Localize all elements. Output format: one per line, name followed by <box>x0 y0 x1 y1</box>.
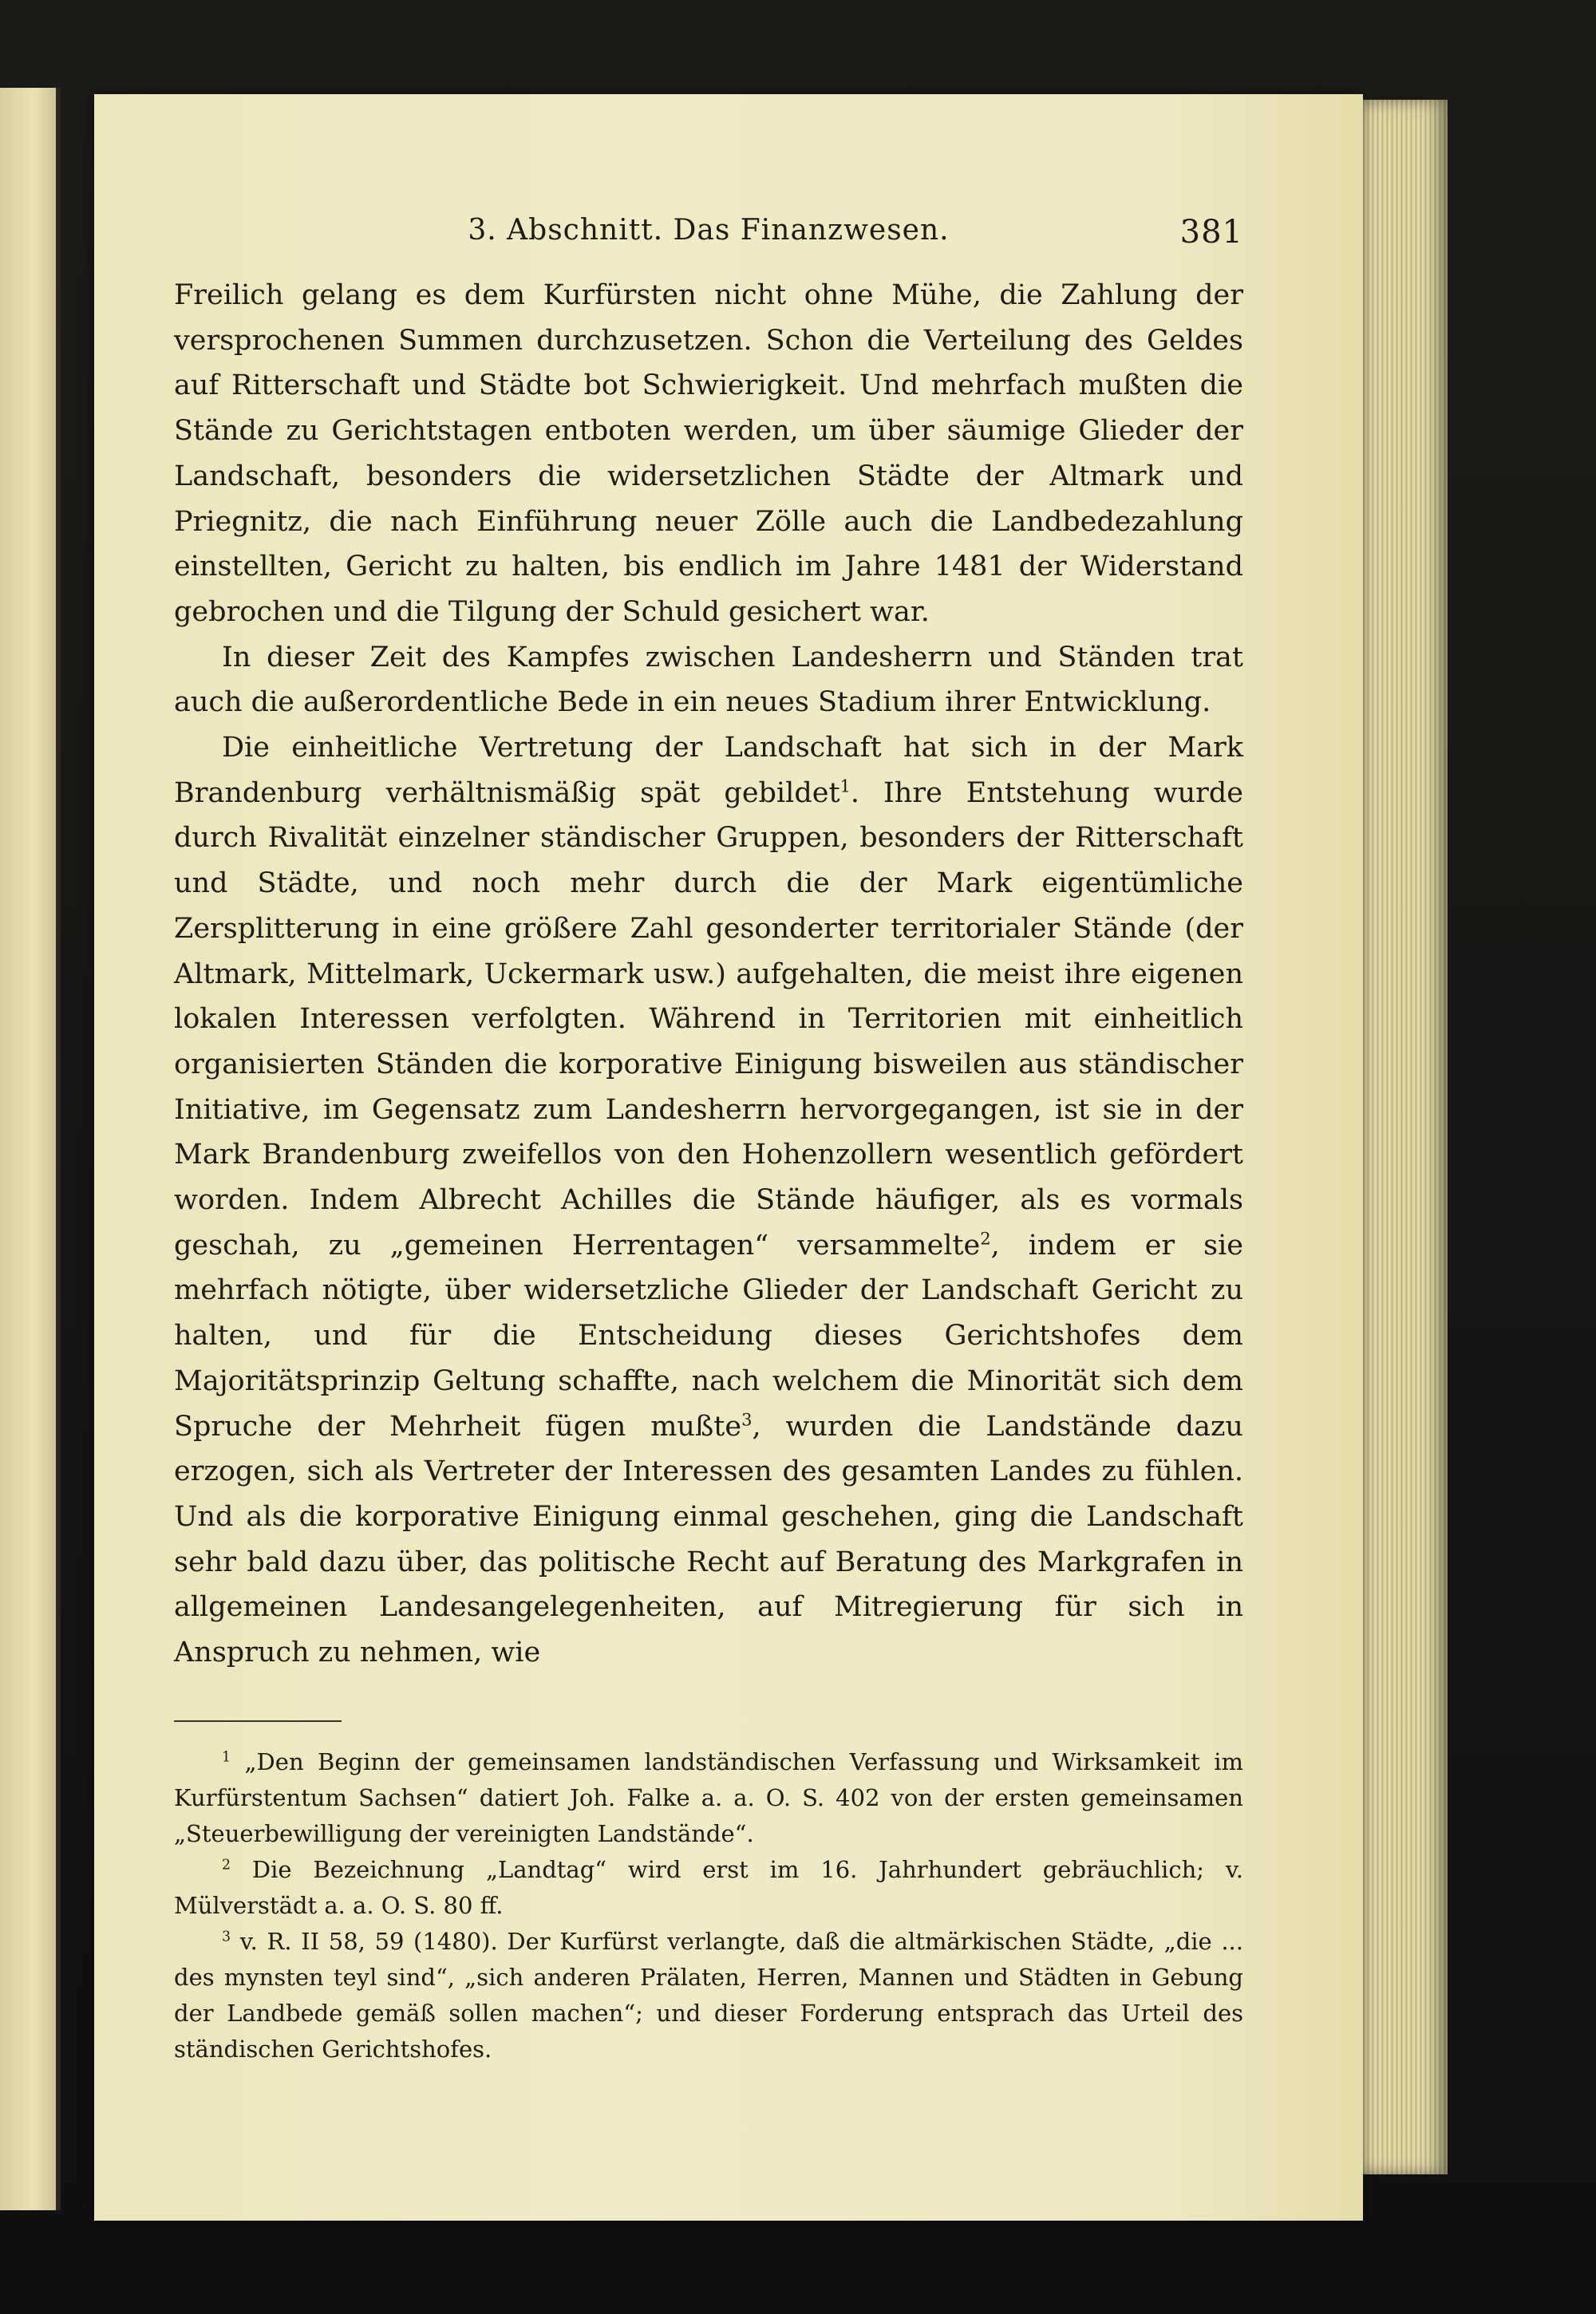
book-page <box>94 94 1363 2221</box>
footnote <box>174 1924 1243 2067</box>
footnote-mark: 1 <box>222 1749 231 1766</box>
footnote-text: „Den Beginn der gemeinsamen landständischen Verfassung und Wirksamkeit im Kurfürstentum Sachsen“ datiert Joh. Falke a. a. O. S. 402 von der ersten gemeinsamen „Steuerbewilligung der vereinigten Landstände“. <box>174 1747 1243 1847</box>
footnote-mark: 3 <box>222 1929 231 1945</box>
footnote-text: v. R. II 58, 59 (1480). Der Kurfürst verlangte, daß die altmärkischen Städte, „die ... des mynsten teyl sind“, „sich anderen Prälaten, Herren, Mannen und Städten in Gebung der Landbede gemäß sollen machen“; und dieser Forderung entsprach das Urteil des ständischen Gerichtshofes. <box>174 1927 1243 2063</box>
main-text <box>174 273 1243 1676</box>
footnote-ref: 1 <box>839 776 851 796</box>
footnote-text: Die Bezeichnung „Landtag“ wird erst im 16. Jahrhundert gebräuchlich; v. Mülverstädt a. a. O. S. 80 ff. <box>174 1855 1243 1919</box>
text-run: . Ihre Entstehung wurde durch Rivalität einzelner ständischer Gruppen, besonders der Ritterschaft und Städte, und noch mehr durch die der Mark eigentümliche Zersplitterung in eine größere Zahl gesonderter territorialer Stände (der Altmark, Mittelmark, Uckermark usw.) aufgehalten, die meist ihre eigenen lokalen Interessen verfolgten. Während in Territorien mit einheitlich organisierten Ständen die korporative Einigung bisweilen aus ständischer Initiative, im Gegensatz zum Landesherrn hervorgegangen, ist sie in der Mark Brandenburg zweifellos von den Hohenzollern wesentlich gefördert worden. Indem Albrecht Achilles die Stände häufiger, als es vormals geschah, zu „gemeinen Herrentagen“ versammelte <box>174 776 1243 1262</box>
text-run: , indem er sie mehrfach nötigte, über widersetzliche Glieder der Landschaft Gericht zu halten, und für die Entscheidung dieses Gerichtshofes dem Majoritätsprinzip Geltung schaffte, nach welchem die Minorität sich dem Spruche der Mehrheit fügen mußte <box>174 1229 1243 1443</box>
footnote-mark: 2 <box>222 1857 231 1874</box>
footnote-divider <box>174 1720 342 1722</box>
page-content <box>174 214 1243 2067</box>
text-run: , wurden die Landstände dazu erzogen, sich als Vertreter der Interessen des gesamten Landes zu fühlen. Und als die korporative Einigung einmal geschehen, ging die Landschaft sehr bald dazu über, das politische Recht auf Beratung des Markgrafen in allgemeinen Landesangelegenheiten, auf Mitregierung für sich in Anspruch zu nehmen, wie <box>174 1410 1243 1669</box>
footnote <box>174 1744 1243 1852</box>
text-run: Die einheitliche Vertretung der Landschaft hat sich in der Mark Brandenburg verhältnismäßig spät gebildet <box>174 732 1243 809</box>
previous-page-edge <box>0 88 61 2210</box>
running-title: 3. Abschnitt. Das Finanzwesen. <box>468 214 950 247</box>
footnote-ref: 2 <box>980 1229 991 1249</box>
footnote <box>174 1852 1243 1924</box>
paragraph <box>174 725 1243 1676</box>
paragraph: Freilich gelang es dem Kurfürsten nicht ohne Mühe, die Zahlung der versprochenen Summen durchzusetzen. Schon die Verteilung des Geldes auf Ritterschaft und Städte bot Schwierigkeit. Und mehrfach mußten die Stände zu Gerichtstagen entboten werden, um über säumige Glieder der Landschaft, besonders die widersetzlichen Städte der Altmark und Priegnitz, die nach Einführung neuer Zölle auch die Landbedezahlung einstellten, Gericht zu halten, bis endlich im Jahre 1481 der Widerstand gebrochen und die Tilgung der Schuld gesichert war. <box>174 279 1243 628</box>
page-stack-edges <box>1357 100 1448 2174</box>
running-header <box>174 214 1243 270</box>
page-number: 381 <box>1179 214 1243 251</box>
paragraph: In dieser Zeit des Kampfes zwischen Landesherrn und Ständen trat auch die außerordentliche Bede in ein neues Stadium ihrer Entwicklung. <box>174 641 1243 719</box>
footnotes <box>174 1744 1243 2067</box>
footnote-ref: 3 <box>741 1409 753 1429</box>
